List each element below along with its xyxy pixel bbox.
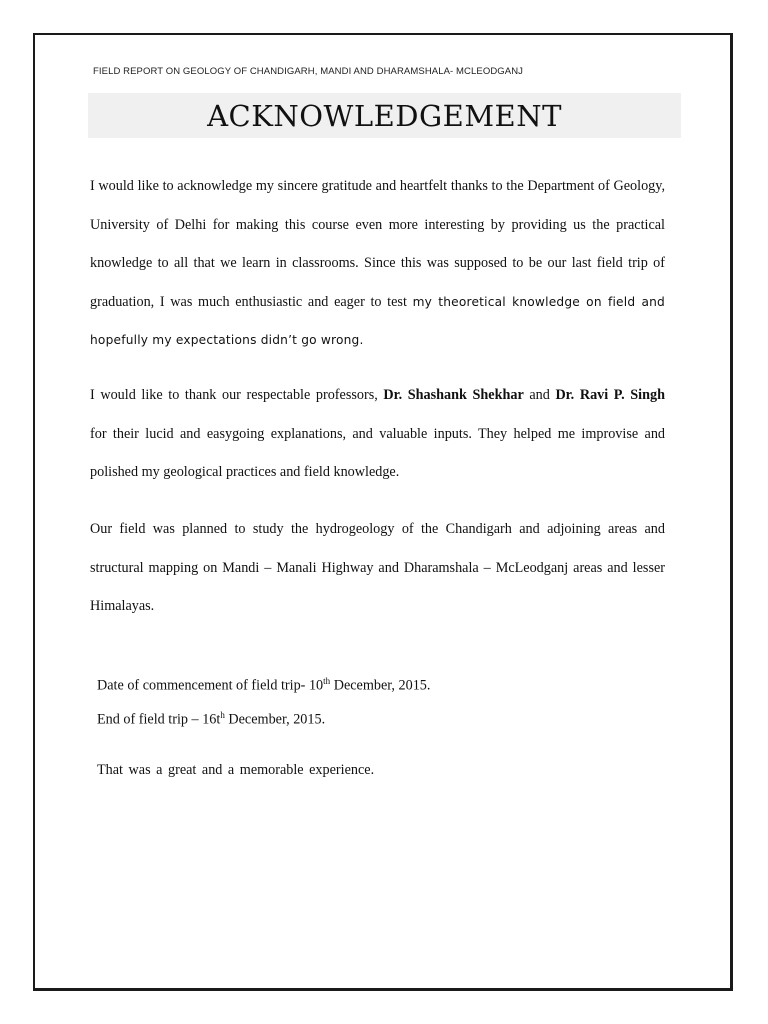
trip-start-date: Date of commencement of field trip- 10th December, 2015. (97, 676, 431, 694)
page-title: ACKNOWLEDGEMENT (207, 98, 562, 133)
running-header: FIELD REPORT ON GEOLOGY OF CHANDIGARH, MANDI AND DHARAMSHALA- MCLEODGANJ (93, 66, 524, 77)
ordinal-suffix: th (323, 676, 331, 686)
paragraph-field-plan-text: Our field was planned to study the hydrogeology of the Chandigarh and adjoining areas and structural mapping on Mandi – Manali Highway and Dharamshala – McLeodganj areas and lesser Himalayas. (90, 521, 665, 614)
professor-name-2: Dr. Ravi P. Singh (555, 387, 665, 403)
paragraph-professors-intro: I would like to thank our respectable professors, (90, 387, 384, 403)
professor-name-1: Dr. Shashank Shekhar (383, 387, 524, 403)
closing-remark: That was a great and a memorable experience. (97, 762, 375, 778)
paragraph-professors-rest: for their lucid and easygoing explanations, and valuable inputs. They helped me improvise and polished my geological practices and field knowledge. (90, 387, 680, 480)
paragraph-gratitude-last-line: my theoretical knowledge on field and hopefully my expectations didn’t go wrong. (90, 294, 665, 347)
title-band (88, 93, 681, 138)
paragraph-gratitude-text: I would like to acknowledge my sincere gratitude and heartfelt thanks to the Department of Geology, University of Delhi for making this course even more interesting by providing us the practical knowledge to all that we learn in classrooms. Since this was supposed to be our last field trip of graduation, I was much enthusiastic and eager to test (90, 178, 665, 310)
trip-end-date: End of field trip – $16t^h$ December, 2015. (97, 710, 326, 728)
paragraph-professors-joiner: and (523, 387, 556, 403)
paragraph-professors (90, 376, 680, 492)
paragraph-field-plan (90, 510, 665, 626)
ordinal-suffix: h (220, 710, 225, 720)
paragraph-gratitude (90, 167, 665, 360)
